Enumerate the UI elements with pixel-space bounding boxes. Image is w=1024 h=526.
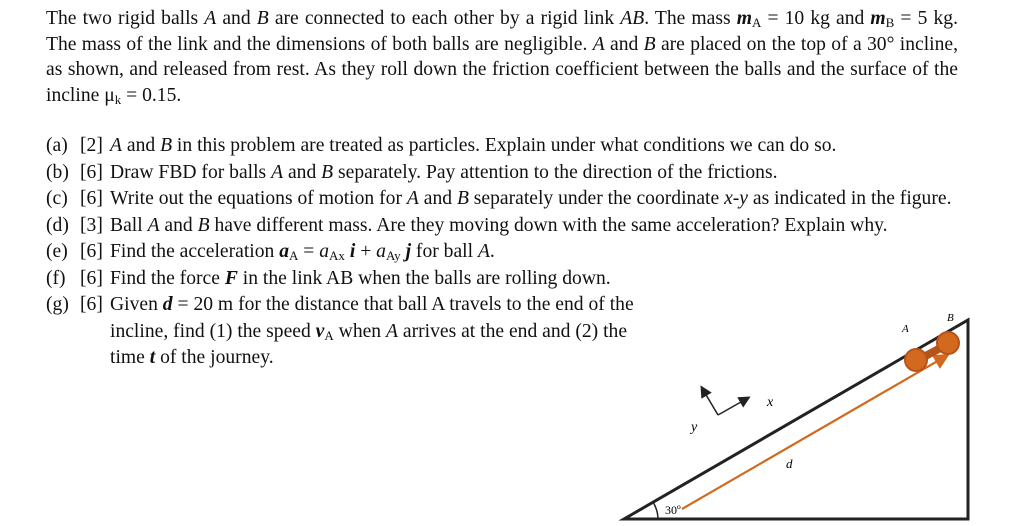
text: in the link AB when the balls are rolling down. <box>237 267 611 289</box>
time-symbol: t <box>149 347 156 368</box>
question-label: (b) <box>46 161 69 183</box>
text: when <box>333 320 387 342</box>
friction-symbol: μ <box>104 84 115 106</box>
text: Find the force <box>110 267 225 289</box>
mass-A-value: = 10 kg and <box>761 8 871 29</box>
text: of the journey. <box>155 347 274 368</box>
question-text <box>110 160 958 187</box>
text: Write out the equations of motion for <box>110 188 407 209</box>
ay-symbol: a <box>376 241 386 262</box>
question-label: (g) <box>46 294 69 315</box>
text: Given <box>110 294 163 315</box>
label-A: A <box>902 323 909 335</box>
angle-arc <box>653 502 658 519</box>
var-A: A <box>386 320 398 342</box>
question-label: (f) <box>46 267 66 289</box>
intro-text: and <box>216 8 257 29</box>
question-label: (c) <box>46 188 68 209</box>
text: Ball <box>110 214 148 236</box>
text: = 20 m for the distance that ball A travels to the end of the incline, find (1) the speed <box>110 294 634 342</box>
var-A: A <box>477 241 490 262</box>
distance-label: d <box>786 456 793 471</box>
var-B: B <box>160 135 173 156</box>
angle-label: 30º <box>665 503 681 517</box>
intro-text: and <box>604 33 644 55</box>
subscript: Ay <box>385 248 401 263</box>
question-points: [3] <box>80 214 103 236</box>
intro-text: are placed on the top of a 30° incline, as shown, and released from rest. As they roll down the friction coefficient between the balls and the surface of the incline <box>46 33 958 106</box>
friction-subscript: k <box>114 91 122 107</box>
text: and <box>159 214 198 236</box>
question-b <box>46 160 958 187</box>
y-axis-arrow <box>702 388 718 415</box>
question-points: [6] <box>80 267 103 289</box>
intro-text: . The mass <box>644 8 737 29</box>
var-A: A <box>204 8 217 29</box>
text: separately under the coordinate <box>468 188 725 209</box>
question-text <box>110 239 958 266</box>
question-e <box>46 239 958 266</box>
mass-A-symbol: m <box>736 8 752 29</box>
text: and <box>283 161 322 183</box>
incline-figure <box>600 300 1024 526</box>
text: have different mass. Are they moving down with the same acceleration? Explain why. <box>209 214 888 236</box>
text: and <box>418 188 457 209</box>
text: as indicated in the figure. <box>747 188 952 209</box>
x-axis-arrow <box>718 398 748 415</box>
question-c <box>46 186 958 213</box>
ball-A <box>905 349 927 371</box>
question-text <box>110 133 958 160</box>
text: in this problem are treated as particles. Explain under what conditions we can do so. <box>172 135 837 156</box>
text: and <box>121 135 161 156</box>
force-symbol: F <box>224 267 238 289</box>
var-B: B <box>256 8 269 29</box>
velocity-symbol: v <box>315 320 325 342</box>
mass-A-subscript: A <box>751 15 762 30</box>
var-B: B <box>321 161 334 183</box>
x-label: x <box>767 395 774 410</box>
label-B: B <box>947 312 954 324</box>
mass-B-subscript: B <box>885 15 895 30</box>
problem-statement <box>46 6 958 108</box>
friction-value: = 0.15. <box>121 84 182 106</box>
question-text <box>110 292 642 372</box>
text: for ball <box>411 241 478 262</box>
text: arrives at the end and (2) the time <box>110 320 628 368</box>
question-points: [6] <box>80 161 103 183</box>
var-B: B <box>197 214 210 236</box>
question-text <box>110 266 642 293</box>
mass-B-symbol: m <box>870 8 886 29</box>
accel-symbol: a <box>279 241 289 262</box>
mass-B-value: = 5 kg. The mass of the link and the dimensions of both balls are negligible. <box>46 8 958 55</box>
var-xy: x-y <box>724 188 748 209</box>
unit-vector-j: j <box>405 241 412 262</box>
question-points: [6] <box>80 188 103 209</box>
unit-vector-i: i <box>349 241 356 262</box>
subscript: A <box>324 327 334 343</box>
intro-text: The two rigid balls <box>46 8 205 29</box>
var-B: B <box>643 33 656 55</box>
ax-symbol: a <box>319 241 330 262</box>
text: + <box>355 241 377 262</box>
question-text <box>110 213 958 240</box>
problem-intro-paragraph <box>46 6 958 108</box>
text: . <box>489 241 495 262</box>
incline-diagram <box>600 300 1024 526</box>
text: Find the acceleration <box>110 241 280 262</box>
subscript: A <box>289 248 299 263</box>
var-A: A <box>592 33 605 55</box>
text: Draw FBD for balls <box>110 161 272 183</box>
intro-text: are connected to each other by a rigid link <box>268 8 621 29</box>
question-points: [2] <box>80 135 103 156</box>
question-label: (d) <box>46 214 69 236</box>
var-A: A <box>110 135 122 156</box>
question-a <box>46 133 958 160</box>
var-A: A <box>271 161 284 183</box>
question-label: (a) <box>46 135 68 156</box>
text: separately. Pay attention to the direction of the frictions. <box>333 161 778 183</box>
question-label: (e) <box>46 241 68 262</box>
text: = <box>298 241 320 262</box>
question-d <box>46 213 958 240</box>
y-label: y <box>691 420 698 435</box>
subscript: Ax <box>329 248 345 263</box>
ball-B <box>937 332 959 354</box>
question-points: [6] <box>80 241 103 262</box>
distance-arrowhead <box>682 355 948 509</box>
var-AB: AB <box>620 8 645 29</box>
question-points: [6] <box>80 294 103 315</box>
var-A: A <box>406 188 419 209</box>
distance-symbol: d <box>162 294 173 315</box>
var-B: B <box>456 188 469 209</box>
question-f <box>46 266 958 293</box>
var-A: A <box>147 214 160 236</box>
question-text <box>110 186 958 213</box>
